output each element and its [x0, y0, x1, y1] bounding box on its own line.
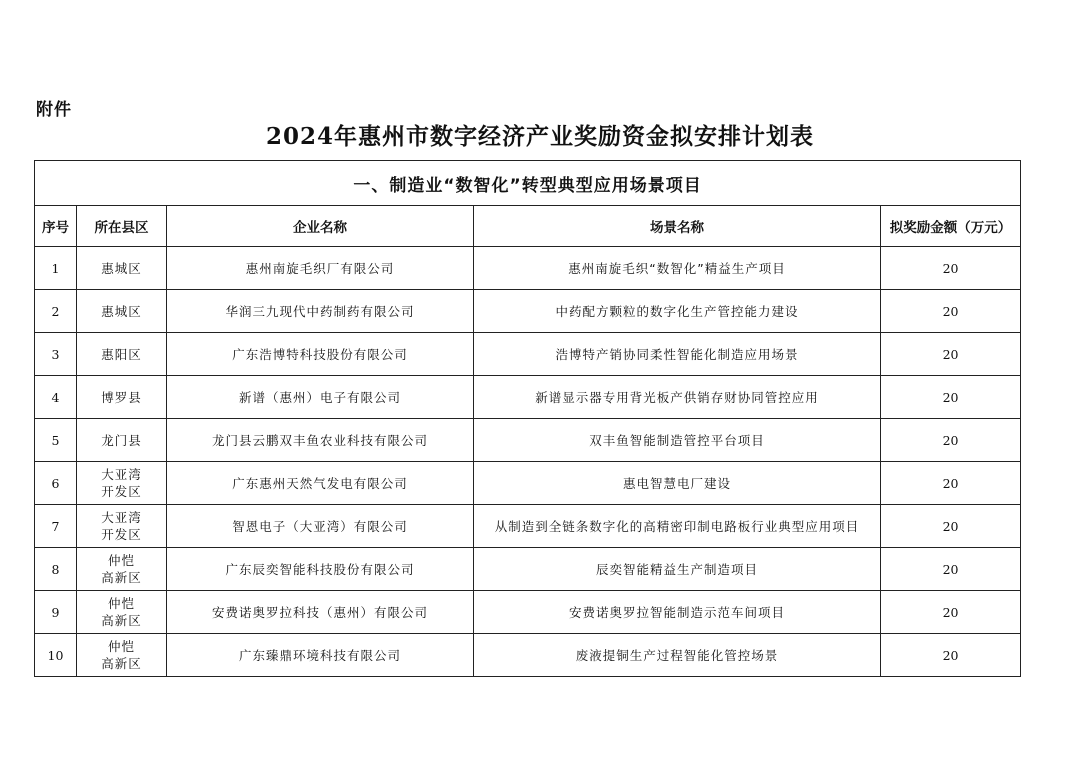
cell-scene: 双丰鱼智能制造管控平台项目	[474, 419, 881, 462]
reward-plan-table	[34, 160, 1021, 677]
cell-amount: 20	[881, 591, 1021, 634]
col-header-scene: 场景名称	[474, 206, 881, 247]
cell-company: 惠州南旋毛织厂有限公司	[167, 247, 474, 290]
section-title: 一、制造业“数智化”转型典型应用场景项目	[35, 161, 1021, 206]
cell-amount: 20	[881, 376, 1021, 419]
cell-seq: 4	[35, 376, 77, 419]
section-header-row	[35, 161, 1021, 206]
cell-company: 广东臻鼎环境科技有限公司	[167, 634, 474, 677]
cell-scene: 辰奕智能精益生产制造项目	[474, 548, 881, 591]
cell-scene: 惠电智慧电厂建设	[474, 462, 881, 505]
table-row	[35, 591, 1021, 634]
cell-seq: 1	[35, 247, 77, 290]
cell-county: 仲恺 高新区	[77, 548, 167, 591]
cell-amount: 20	[881, 290, 1021, 333]
cell-county: 龙门县	[77, 419, 167, 462]
cell-scene: 浩博特产销协同柔性智能化制造应用场景	[474, 333, 881, 376]
table-row	[35, 247, 1021, 290]
cell-amount: 20	[881, 462, 1021, 505]
cell-seq: 9	[35, 591, 77, 634]
cell-company: 广东惠州天然气发电有限公司	[167, 462, 474, 505]
cell-amount: 20	[881, 333, 1021, 376]
column-header-row	[35, 206, 1021, 247]
cell-scene: 新谱显示器专用背光板产供销存财协同管控应用	[474, 376, 881, 419]
cell-seq: 2	[35, 290, 77, 333]
table-body	[35, 247, 1021, 677]
cell-company: 广东辰奕智能科技股份有限公司	[167, 548, 474, 591]
cell-county: 博罗县	[77, 376, 167, 419]
cell-county: 惠城区	[77, 247, 167, 290]
cell-company: 新谱（惠州）电子有限公司	[167, 376, 474, 419]
col-header-company: 企业名称	[167, 206, 474, 247]
cell-seq: 7	[35, 505, 77, 548]
cell-county: 惠阳区	[77, 333, 167, 376]
attachment-label: 附件	[36, 100, 72, 120]
cell-seq: 8	[35, 548, 77, 591]
table-row	[35, 548, 1021, 591]
cell-company: 智恩电子（大亚湾）有限公司	[167, 505, 474, 548]
cell-amount: 20	[881, 634, 1021, 677]
cell-scene: 废液提铜生产过程智能化管控场景	[474, 634, 881, 677]
cell-seq: 6	[35, 462, 77, 505]
table-row	[35, 376, 1021, 419]
table-row	[35, 419, 1021, 462]
col-header-seq: 序号	[35, 206, 77, 247]
cell-amount: 20	[881, 419, 1021, 462]
table-row	[35, 634, 1021, 677]
cell-amount: 20	[881, 548, 1021, 591]
document-title: 2024年惠州市数字经济产业奖励资金拟安排计划表	[265, 123, 814, 150]
cell-county: 大亚湾 开发区	[77, 462, 167, 505]
cell-scene: 从制造到全链条数字化的高精密印制电路板行业典型应用项目	[474, 505, 881, 548]
cell-company: 广东浩博特科技股份有限公司	[167, 333, 474, 376]
cell-company: 安费诺奥罗拉科技（惠州）有限公司	[167, 591, 474, 634]
cell-company: 华润三九现代中药制药有限公司	[167, 290, 474, 333]
cell-seq: 5	[35, 419, 77, 462]
cell-scene: 中药配方颗粒的数字化生产管控能力建设	[474, 290, 881, 333]
cell-county: 仲恺 高新区	[77, 591, 167, 634]
col-header-county: 所在县区	[77, 206, 167, 247]
col-header-amount: 拟奖励金额（万元）	[881, 206, 1021, 247]
cell-county: 惠城区	[77, 290, 167, 333]
cell-seq: 3	[35, 333, 77, 376]
table-row	[35, 462, 1021, 505]
cell-amount: 20	[881, 505, 1021, 548]
cell-county: 仲恺 高新区	[77, 634, 167, 677]
cell-county: 大亚湾 开发区	[77, 505, 167, 548]
table-row	[35, 290, 1021, 333]
cell-scene: 惠州南旋毛织“数智化”精益生产项目	[474, 247, 881, 290]
cell-seq: 10	[35, 634, 77, 677]
cell-amount: 20	[881, 247, 1021, 290]
cell-company: 龙门县云鹏双丰鱼农业科技有限公司	[167, 419, 474, 462]
table-row	[35, 505, 1021, 548]
table-row	[35, 333, 1021, 376]
cell-scene: 安费诺奥罗拉智能制造示范车间项目	[474, 591, 881, 634]
